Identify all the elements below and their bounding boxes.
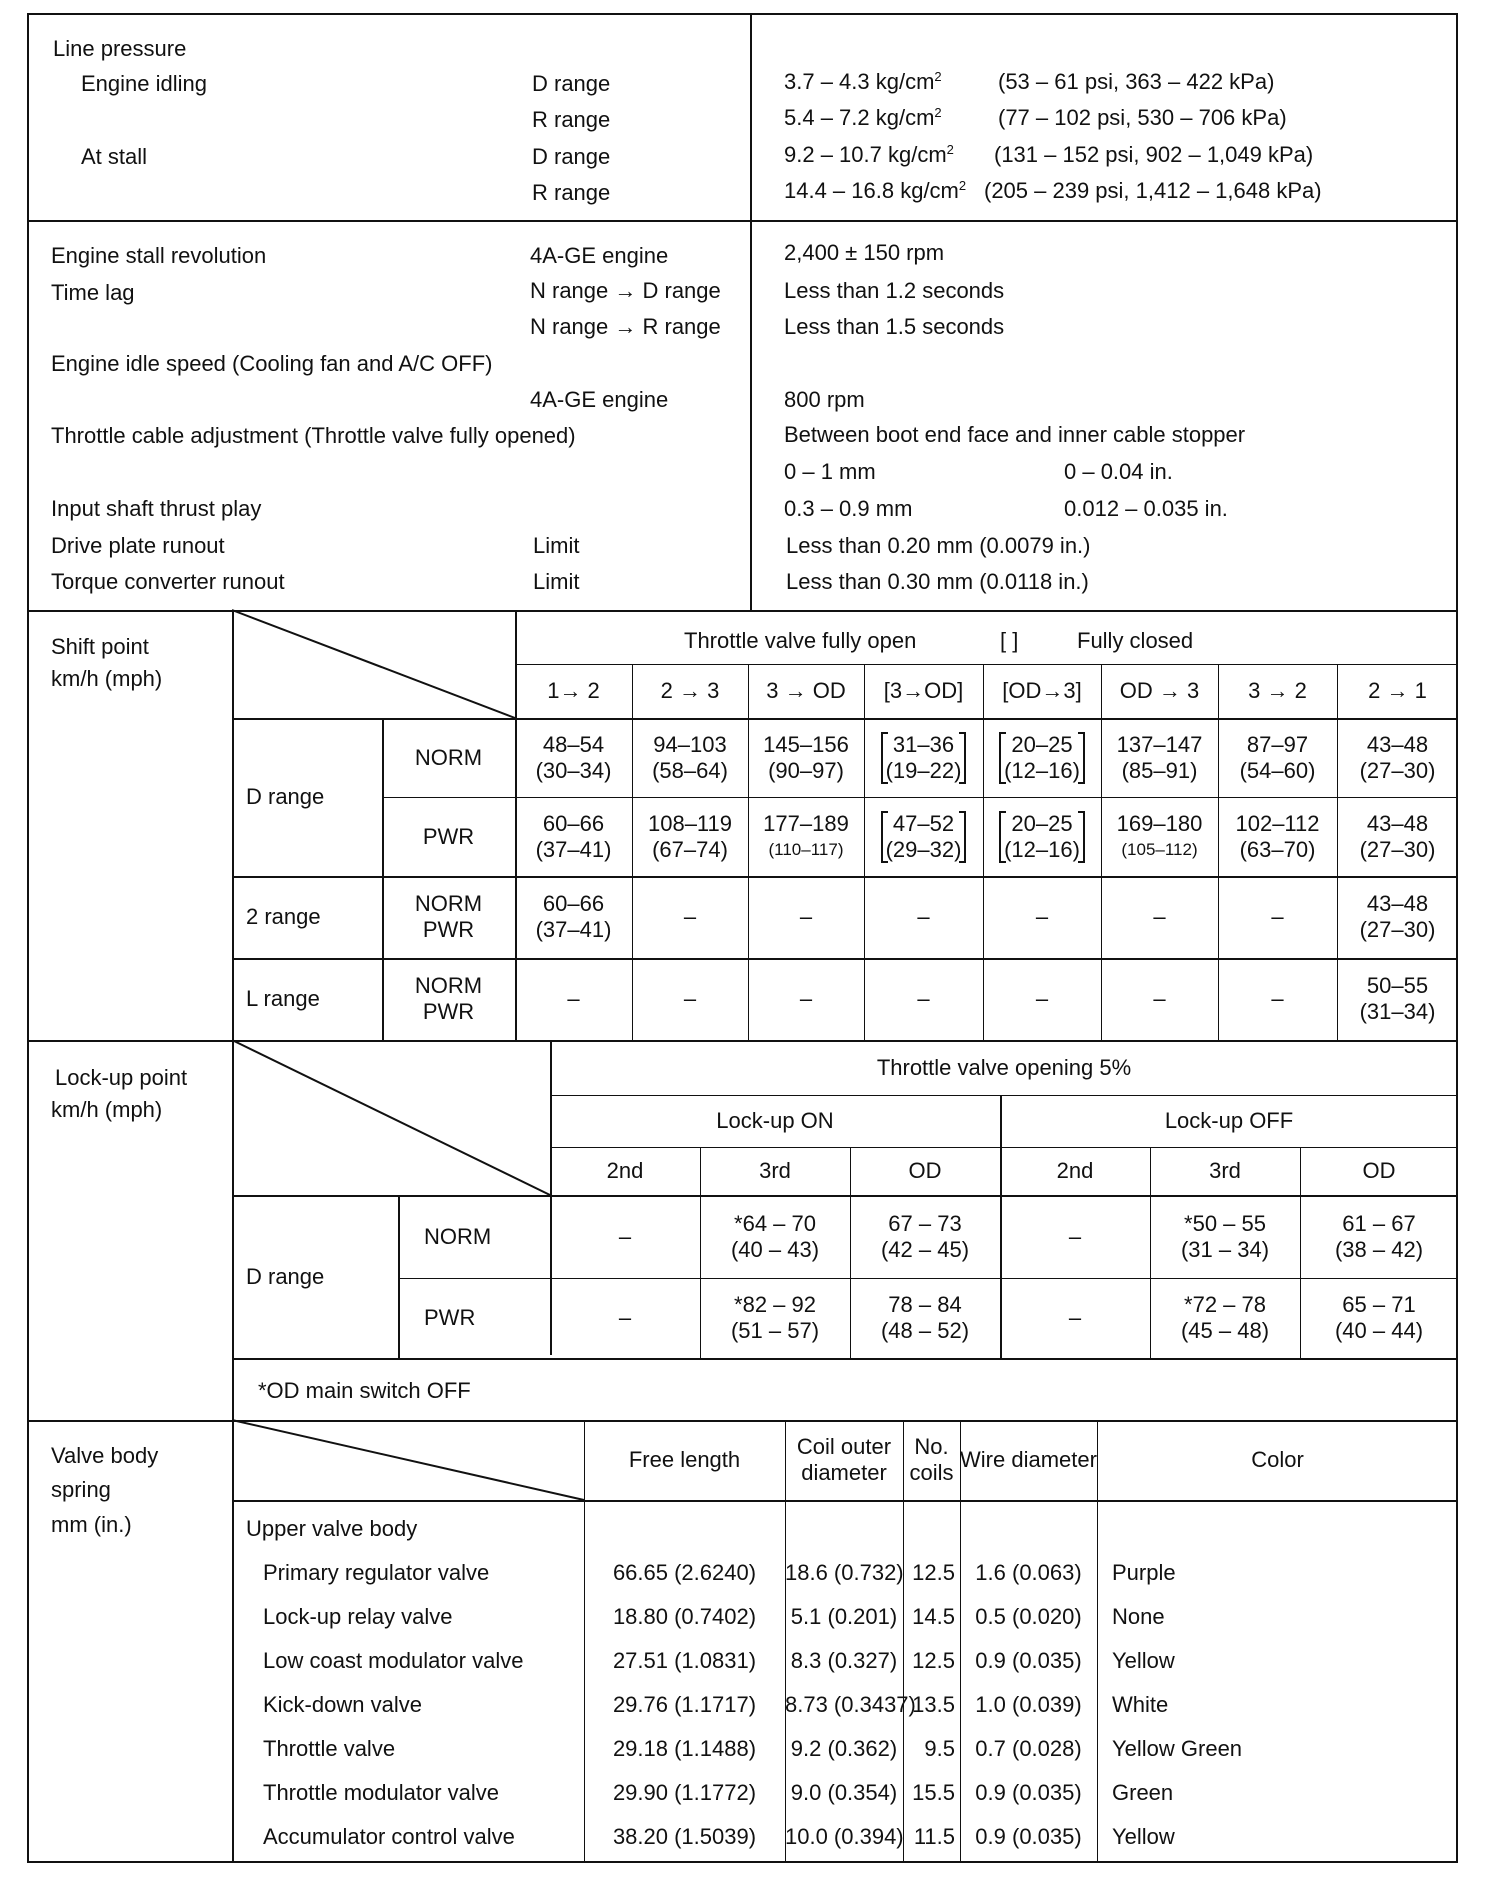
vbs-free-length: 38.20 (1.5039): [612, 1824, 757, 1849]
vbs-wire-diameter: 0.7 (0.028): [975, 1736, 1082, 1761]
lockup-col-header: 3rd: [759, 1158, 791, 1183]
vbs-color: None: [1112, 1604, 1165, 1629]
diagonal-header-line: [232, 610, 517, 720]
lockup-group-off: Lock-up OFF: [1164, 1108, 1294, 1133]
spec-condition: N range → R range: [530, 314, 721, 339]
shift-col-header: 3 → OD: [766, 678, 846, 703]
shift-col-header: [3→OD]: [883, 678, 964, 703]
vbs-valve-name: Accumulator control valve: [263, 1824, 515, 1849]
vbs-free-length: 29.18 (1.1488): [612, 1736, 757, 1761]
vbs-free-length: 29.90 (1.1772): [612, 1780, 757, 1805]
spec-label: Time lag: [51, 280, 135, 305]
vbs-no-coils: 12.5: [912, 1648, 955, 1673]
grid-line: [232, 1500, 1458, 1502]
vbs-free-length: 29.76 (1.1717): [612, 1692, 757, 1717]
line-pressure-alt: (53 – 61 psi, 363 – 422 kPa): [998, 69, 1275, 94]
lockup-header: Throttle valve opening 5%: [876, 1054, 1132, 1080]
lockup-value-cell: *82 – 92 (51 – 57): [730, 1292, 820, 1343]
spec-label: Torque converter runout: [51, 569, 285, 594]
shift-value-cell: 60–66 (37–41): [535, 891, 612, 942]
diagonal-header-line: [232, 1040, 552, 1200]
spec-value: Less than 1.2 seconds: [784, 278, 1005, 303]
shift-range-label: D range: [246, 784, 325, 809]
line-pressure-alt: (131 – 152 psi, 902 – 1,049 kPa): [994, 142, 1314, 167]
lockup-col-header: 3rd: [1209, 1158, 1241, 1183]
shift-value-cell: –: [1153, 986, 1166, 1011]
shift-value-cell: –: [1035, 986, 1049, 1011]
lockup-value-cell: *64 – 70 (40 – 43): [730, 1210, 820, 1262]
legend-text: Fully closed: [1077, 628, 1194, 653]
shift-range-label: 2 range: [246, 904, 321, 929]
vbs-no-coils: 13.5: [912, 1692, 955, 1717]
shift-point-units: km/h (mph): [51, 666, 163, 691]
vbs-wire-diameter: 0.9 (0.035): [975, 1780, 1082, 1805]
valve-spring-title: Valve body: [51, 1443, 159, 1468]
vbs-color: Purple: [1112, 1560, 1176, 1585]
vbs-col-header: Free length: [628, 1447, 741, 1472]
spec-condition: Limit: [533, 569, 580, 594]
vbs-coil-od: 10.0 (0.394): [785, 1824, 904, 1849]
main-column-divider: [750, 13, 752, 610]
shift-value-cell: –: [799, 904, 813, 929]
shift-value-cell: –: [1271, 904, 1284, 929]
spec-value: Between boot end face and inner cable stopper: [784, 422, 1246, 447]
spec-value: Less than 0.30 mm (0.0118 in.): [786, 569, 1089, 594]
line-pressure-value: 9.2 – 10.7 $kg/cm^2$: [784, 142, 954, 167]
diagonal-header-line: [232, 1420, 587, 1505]
lockup-value-cell: 78 – 84 (48 – 52): [880, 1292, 970, 1343]
shift-col-header: 2 → 3: [660, 678, 720, 703]
shift-value-cell: 94–103 (58–64): [652, 731, 728, 783]
lockup-units: km/h (mph): [51, 1097, 163, 1122]
lockup-value-cell: 65 – 71 (40 – 44): [1334, 1292, 1424, 1343]
lockup-value-cell: –: [618, 1223, 632, 1249]
shift-value-cell: –: [917, 904, 930, 929]
line-pressure-cond: Engine idling: [81, 71, 207, 96]
line-pressure-alt: (205 – 239 psi, 1,412 – 1,648 kPa): [984, 178, 1322, 203]
lockup-title: Lock-up point: [55, 1065, 188, 1090]
line-pressure-range: D range: [532, 71, 611, 96]
lockup-value-cell: *50 – 55 (31 – 34): [1180, 1210, 1270, 1262]
shift-col-header: 2 → 1: [1368, 678, 1427, 703]
grid-line: [232, 1358, 1458, 1360]
shift-col-header: 3 → 2: [1248, 678, 1307, 703]
lockup-value-cell: –: [1068, 1305, 1082, 1330]
vbs-free-length: 18.80 (0.7402): [612, 1604, 757, 1629]
shift-value-cell: 137–147 (85–91): [1116, 731, 1203, 783]
shift-value-cell: 31–36 (19–22): [864, 718, 983, 797]
line-pressure-value: 14.4 – 16.8 $kg/cm^2$: [784, 178, 967, 203]
spec-value: 800 rpm: [784, 387, 865, 412]
vbs-free-length: 66.65 (2.6240): [612, 1560, 757, 1585]
shift-value-cell: 108–119 (67–74): [647, 810, 732, 862]
vbs-color: Yellow: [1112, 1648, 1175, 1673]
section-divider: [27, 220, 1458, 222]
shift-mode-label: NORM PWR: [414, 973, 483, 1024]
line-pressure-cond: At stall: [81, 144, 148, 169]
shift-point-title: Shift point: [51, 634, 149, 659]
lockup-footnote: *OD main switch OFF: [258, 1378, 471, 1403]
spec-label: Drive plate runout: [51, 533, 225, 558]
vbs-valve-name: Lock-up relay valve: [263, 1604, 453, 1629]
legend-bracket: [ ]: [1000, 628, 1019, 653]
shift-value-cell: –: [1153, 904, 1166, 929]
spec-label: Input shaft thrust play: [51, 496, 262, 521]
shift-col-header: OD → 3: [1119, 678, 1200, 703]
lockup-value-cell: 61 – 67 (38 – 42): [1334, 1210, 1424, 1262]
valve-spring-units: mm (in.): [51, 1512, 132, 1537]
line-pressure-value: 5.4 – 7.2 $kg/cm^2$: [784, 105, 942, 130]
vbs-no-coils: 15.5: [912, 1780, 955, 1805]
vbs-wire-diameter: 0.9 (0.035): [975, 1824, 1082, 1849]
lockup-mode-label: NORM: [424, 1223, 492, 1249]
line-pressure-alt: (77 – 102 psi, 530 – 706 kPa): [998, 105, 1287, 130]
shift-value-cell: 145–156 (90–97): [763, 731, 849, 783]
vbs-free-length: 27.51 (1.0831): [612, 1648, 757, 1673]
line-pressure-range: D range: [532, 144, 611, 169]
lockup-value-cell: 67 – 73 (42 – 45): [880, 1210, 970, 1262]
lockup-mode-label: PWR: [424, 1305, 476, 1330]
spec-value: 0.3 – 0.9 mm: [784, 496, 913, 521]
spec-condition: 4A-GE engine: [530, 243, 669, 268]
shift-value-cell: 87–97 (54–60): [1239, 731, 1316, 783]
shift-value-cell: 43–48 (27–30): [1359, 891, 1436, 942]
shift-value-cell: 48–54 (30–34): [535, 731, 612, 783]
vbs-coil-od: 5.1 (0.201): [790, 1604, 898, 1629]
shift-value-cell: 43–48 (27–30): [1359, 731, 1436, 783]
vbs-valve-name: Primary regulator valve: [263, 1560, 490, 1585]
line-pressure-range: R range: [532, 107, 611, 132]
shift-value-cell: –: [567, 986, 580, 1011]
vbs-col-header: Coil outer diameter: [796, 1434, 892, 1485]
spec-value: Less than 1.5 seconds: [784, 314, 1005, 339]
vbs-valve-name: Throttle modulator valve: [263, 1780, 499, 1805]
vbs-valve-name: Low coast modulator valve: [263, 1648, 524, 1673]
vbs-wire-diameter: 1.0 (0.039): [975, 1692, 1082, 1717]
vbs-wire-diameter: 1.6 (0.063): [975, 1560, 1082, 1585]
shift-value-cell: 60–66 (37–41): [535, 810, 612, 862]
shift-value-cell: 20–25 (12–16): [983, 718, 1101, 797]
vbs-valve-name: Kick-down valve: [263, 1692, 422, 1717]
vbs-coil-od: 8.3 (0.327): [790, 1648, 898, 1673]
shift-col-header: 1→ 2: [547, 678, 600, 703]
spec-condition: Limit: [533, 533, 580, 558]
shift-mode-label: NORM: [414, 744, 483, 770]
shift-value-cell: –: [799, 986, 813, 1011]
spec-label: Engine stall revolution: [51, 243, 267, 268]
valve-spring-title: spring: [51, 1477, 111, 1502]
vbs-color: Yellow Green: [1112, 1736, 1243, 1761]
lockup-value-cell: –: [1068, 1223, 1082, 1249]
lockup-value-cell: *72 – 78 (45 – 48): [1180, 1292, 1270, 1343]
vbs-group-label: Upper valve body: [246, 1516, 418, 1541]
shift-value-cell: –: [1271, 986, 1284, 1011]
lockup-col-header: OD: [908, 1158, 942, 1183]
vbs-wire-diameter: 0.9 (0.035): [975, 1648, 1082, 1673]
spec-value: Less than 0.20 mm (0.0079 in.): [786, 533, 1091, 558]
spec-value: 0 – 1 mm: [784, 459, 876, 484]
shift-range-label: L range: [246, 986, 320, 1011]
shift-value-cell: –: [1035, 904, 1049, 929]
vbs-coil-od: 8.73 (0.3437): [785, 1692, 916, 1717]
vbs-col-header: Color: [1251, 1447, 1304, 1472]
vbs-valve-name: Throttle valve: [263, 1736, 396, 1761]
spec-value-alt: 0.012 – 0.035 in.: [1064, 496, 1228, 521]
vbs-no-coils: 14.5: [912, 1604, 955, 1629]
vbs-col-header: Wire diameter: [960, 1447, 1097, 1472]
vbs-no-coils: 9.5: [924, 1736, 955, 1761]
lockup-group-on: Lock-up ON: [716, 1108, 834, 1133]
vbs-wire-diameter: 0.5 (0.020): [975, 1604, 1082, 1629]
line-pressure-range: R range: [532, 180, 611, 205]
lockup-value-cell: –: [618, 1305, 632, 1330]
shift-col-header: [OD→3]: [1002, 678, 1082, 703]
spec-label: Engine idle speed (Cooling fan and A/C OFF): [51, 351, 493, 376]
shift-value-cell: 20–25 (12–16): [983, 797, 1101, 876]
vbs-no-coils: 11.5: [913, 1824, 955, 1849]
line-pressure-value: 3.7 – 4.3 $kg/cm^2$: [784, 69, 942, 94]
shift-header: Throttle valve fully open: [684, 628, 917, 653]
shift-value-cell: –: [683, 904, 697, 929]
shift-value-cell: 47–52 (29–32): [864, 797, 983, 876]
vbs-color: Yellow: [1112, 1824, 1175, 1849]
spec-value: 2,400 ± 150 rpm: [784, 240, 945, 265]
lockup-col-header: OD: [1362, 1158, 1396, 1183]
vbs-coil-od: 9.0 (0.354): [790, 1780, 898, 1805]
line-pressure-title: Line pressure: [53, 36, 187, 61]
lockup-col-header: 2nd: [1056, 1158, 1094, 1183]
vbs-coil-od: 18.6 (0.732): [785, 1560, 904, 1585]
spec-condition: N range → D range: [530, 278, 721, 303]
shift-value-cell: –: [683, 986, 697, 1011]
shift-value-cell: 43–48 (27–30): [1359, 810, 1436, 862]
spec-condition: 4A-GE engine: [530, 387, 669, 412]
shift-mode-label: PWR: [422, 823, 475, 849]
lockup-col-header: 2nd: [606, 1158, 644, 1183]
vbs-color: Green: [1112, 1780, 1174, 1805]
lockup-range-label: D range: [246, 1263, 325, 1289]
spec-label: Throttle cable adjustment (Throttle valve fully opened): [51, 423, 576, 448]
shift-mode-label: NORM PWR: [414, 891, 483, 942]
shift-value-cell: 50–55 (31–34): [1359, 973, 1436, 1024]
shift-value-cell: 102–112 (63–70): [1235, 810, 1320, 862]
shift-value-cell: –: [917, 986, 930, 1011]
vbs-col-header: No. coils: [909, 1434, 954, 1485]
vbs-coil-od: 9.2 (0.362): [790, 1736, 898, 1761]
vbs-color: White: [1112, 1692, 1169, 1717]
spec-value-alt: 0 – 0.04 in.: [1064, 459, 1173, 484]
shift-value-cell: 169–180 (105–112): [1116, 810, 1203, 859]
vbs-no-coils: 12.5: [912, 1560, 955, 1585]
shift-value-cell: 177–189 (110–117): [763, 810, 849, 859]
